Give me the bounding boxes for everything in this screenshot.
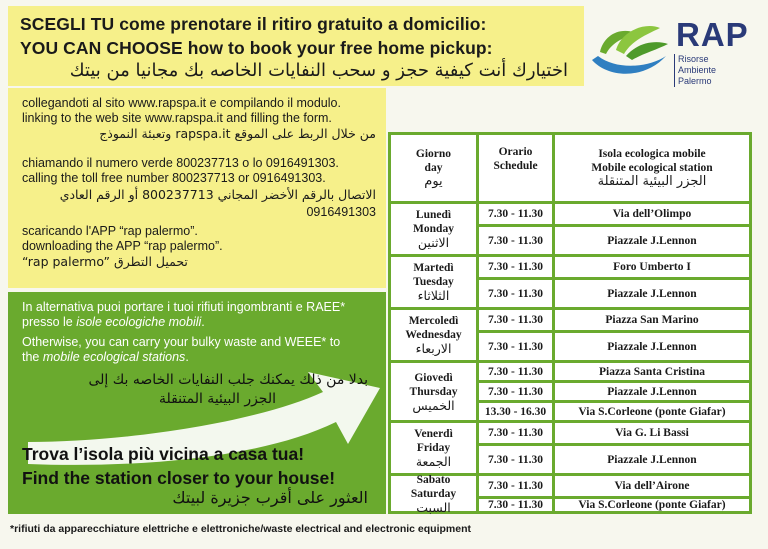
station-cell: Piazzale J.Lennon (555, 280, 749, 307)
alt-ar-1: بدلا من ذلك يمكنك جلب النفايات الخاصه بك إلى (88, 372, 368, 388)
header-schedule: Orario Schedule (479, 135, 552, 201)
header-title-it: SCEGLI TU come prenotare il ritiro gratuito a domicilio: (20, 14, 487, 34)
station-cell: Via G. Li Bassi (555, 423, 749, 443)
header-banner (8, 6, 584, 86)
footnote: *rifiuti da apparecchiature elettriche e elettroniche/waste electrical and electronic equipment (10, 523, 471, 535)
header-day: Giorno day يوم (391, 135, 476, 201)
time-cell: 7.30 - 11.30 (479, 333, 552, 360)
option-app-it: scaricando l'APP “rap palermo”. (22, 224, 198, 238)
time-cell: 7.30 - 11.30 (479, 280, 552, 307)
logo-sub-2: Ambiente (678, 65, 717, 75)
station-cell: Piazzale J.Lennon (555, 446, 749, 473)
station-cell: Foro Umberto I (555, 257, 749, 277)
header-title-ar: اختيارك أنت كيفية حجز و سحب النفايات الخاصه بك مجانيا من بيتك (69, 60, 568, 81)
station-cell: Via dell’Airone (555, 476, 749, 496)
day-cell: Lunedì Monday الاثنين (391, 204, 476, 254)
time-cell: 13.30 - 16.30 (479, 403, 552, 420)
leaf-hand-icon (586, 16, 674, 86)
station-cell: Piazza San Marino (555, 310, 749, 330)
time-cell: 7.30 - 11.30 (479, 423, 552, 443)
day-cell: Sabato Saturday السبت (391, 476, 476, 511)
time-cell: 7.30 - 11.30 (479, 383, 552, 400)
cta-en: Find the station closer to your house! (22, 468, 336, 488)
time-cell: 7.30 - 11.30 (479, 446, 552, 473)
option-phone-number: 0916491303 (306, 205, 376, 219)
logo-sub-3: Palermo (678, 76, 712, 86)
station-cell: Piazzale J.Lennon (555, 227, 749, 254)
station-cell: Piazzale J.Lennon (555, 333, 749, 360)
logo-sub-1: Risorse (678, 54, 709, 64)
time-cell: 7.30 - 11.30 (479, 499, 552, 511)
alt-it-1: In alternativa puoi portare i tuoi rifiuti ingombranti e RAEE* (22, 300, 346, 314)
alternative-panel (8, 292, 386, 514)
rap-logo (586, 10, 762, 90)
time-cell: 7.30 - 11.30 (479, 227, 552, 254)
cta-it: Trova l’isola più vicina a casa tua! (22, 444, 305, 464)
option-app-ar: “rap palermo” تحميل التطرق (22, 254, 188, 269)
header-station: Isola ecologica mobile Mobile ecological station الجزر البيئية المتنقلة (555, 135, 749, 201)
day-cell: Martedì Tuesday الثلاثاء (391, 257, 476, 307)
day-cell: Venerdì Friday الجمعة (391, 423, 476, 473)
time-cell: 7.30 - 11.30 (479, 310, 552, 330)
station-cell: Piazzale J.Lennon (555, 383, 749, 400)
header-title-en: YOU CAN CHOOSE how to book your free home pickup: (20, 38, 493, 58)
station-cell: Via S.Corleone (ponte Giafar) (555, 499, 749, 511)
alt-it-2: presso le isole ecologiche mobili. (22, 315, 205, 329)
day-cell: Mercoledì Wednesday الاربعاء (391, 310, 476, 360)
logo-subtitle (674, 54, 716, 87)
cta-ar: العثور على أقرب جزيرة لبيتك (172, 488, 368, 507)
time-cell: 7.30 - 11.30 (479, 204, 552, 224)
schedule-table (388, 132, 752, 514)
station-cell: Via S.Corleone (ponte Giafar) (555, 403, 749, 420)
time-cell: 7.30 - 11.30 (479, 476, 552, 496)
time-cell: 7.30 - 11.30 (479, 363, 552, 380)
alt-en-1: Otherwise, you can carry your bulky waste and WEEE* to (22, 335, 341, 349)
option-phone-ar: الاتصال بالرقم الأخضر المجاني 800237713 أو الرقم العادي (59, 187, 376, 202)
option-phone-en: calling the toll free number 800237713 or 0916491303. (22, 171, 326, 185)
logo-text: RAP (676, 16, 749, 53)
alt-en-2: the mobile ecological stations. (22, 350, 189, 364)
station-cell: Piazza Santa Cristina (555, 363, 749, 380)
option-web-en: linking to the web site www.rapspa.it and filling the form. (22, 111, 332, 125)
option-app-en: downloading the APP “rap palermo”. (22, 239, 223, 253)
option-phone-it: chiamando il numero verde 800237713 o lo 0916491303. (22, 156, 339, 170)
alt-ar-2: الجزر البيئية المتنقلة (158, 391, 276, 407)
time-cell: 7.30 - 11.30 (479, 257, 552, 277)
option-web-it: collegandoti al sito www.rapspa.it e compilando il modulo. (22, 96, 341, 110)
option-web-ar: من خلال الربط على الموقع rapspa.it وتعبئة النموذج (99, 126, 376, 141)
booking-options (8, 88, 386, 288)
station-cell: Via dell’Olimpo (555, 204, 749, 224)
day-cell: Giovedì Thursday الخميس (391, 363, 476, 420)
